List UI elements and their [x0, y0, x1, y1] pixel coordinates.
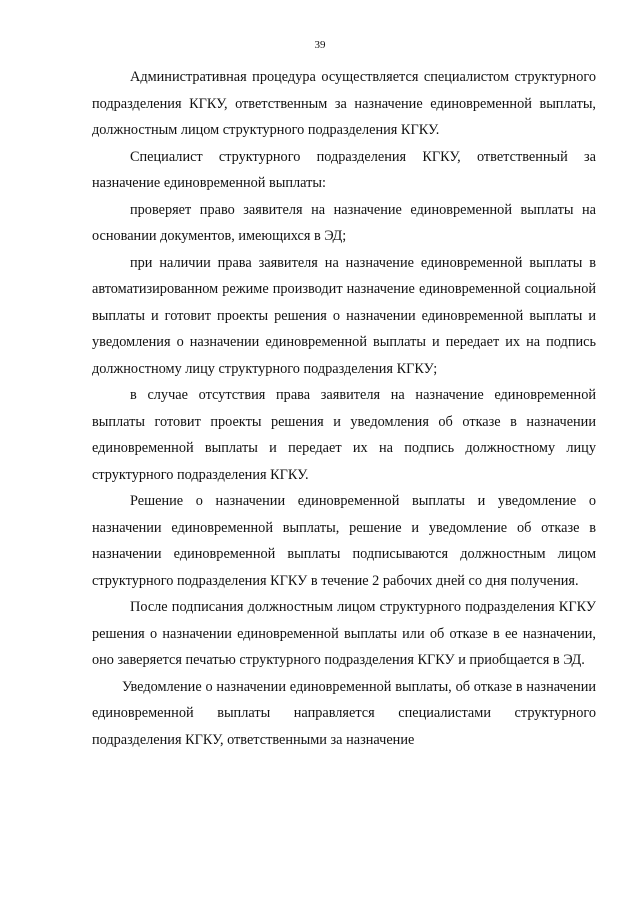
paragraph-specialist-intro: Специалист структурного подразделения КГКУ, ответственный за назначение единовременной выплаты: [92, 148, 596, 191]
paragraph-notification-sending: Уведомление о назначении единовременной выплаты, об отказе в назначении единовременной выплаты направляется специалистами структурного подразделения КГКУ, ответственными за назначение [92, 678, 596, 748]
page-number: 39 [314, 39, 326, 51]
paragraph-if-right-exists: при наличии права заявителя на назначение единовременной выплаты в автоматизированном режиме производит назначение единовременной социальной выплаты и готовит проекты решения о назначении единовременной выплаты и уведомления о назначении единовременной выплаты и передает их на подпись должностному лицу структурного подразделения КГКУ; [92, 254, 596, 377]
paragraph-if-no-right: в случае отсутствия права заявителя на назначение единовременной выплаты готовит проекты решения и уведомления об отказе в назначении единовременной выплаты и передает их на подпись должностному лицу структурного подразделения КГКУ. [92, 387, 596, 483]
paragraph-procedure-performers: Административная процедура осуществляется специалистом структурного подразделения КГКУ, ответственным за назначение единовременной выплаты, должностным лицом структурного подразделения КГКУ. [92, 69, 596, 138]
paragraph-check-right: проверяет право заявителя на назначение единовременной выплаты на основании документов, имеющихся в ЭД; [92, 201, 596, 244]
paragraph-after-signing: После подписания должностным лицом структурного подразделения КГКУ решения о назначении единовременной выплаты или об отказе в ее назначении, оно заверяется печатью структурного подразделения КГКУ и приобщается в ЭД. [92, 599, 596, 668]
paragraph-decision-signing: Решение о назначении единовременной выплаты и уведомление о назначении единовременной выплаты, решение и уведомление об отказе в назначении единовременной выплаты подписываются должностным лицом структурного подразделения КГКУ в течение 2 рабочих дней со дня получения. [92, 493, 596, 589]
document-body [92, 64, 596, 753]
